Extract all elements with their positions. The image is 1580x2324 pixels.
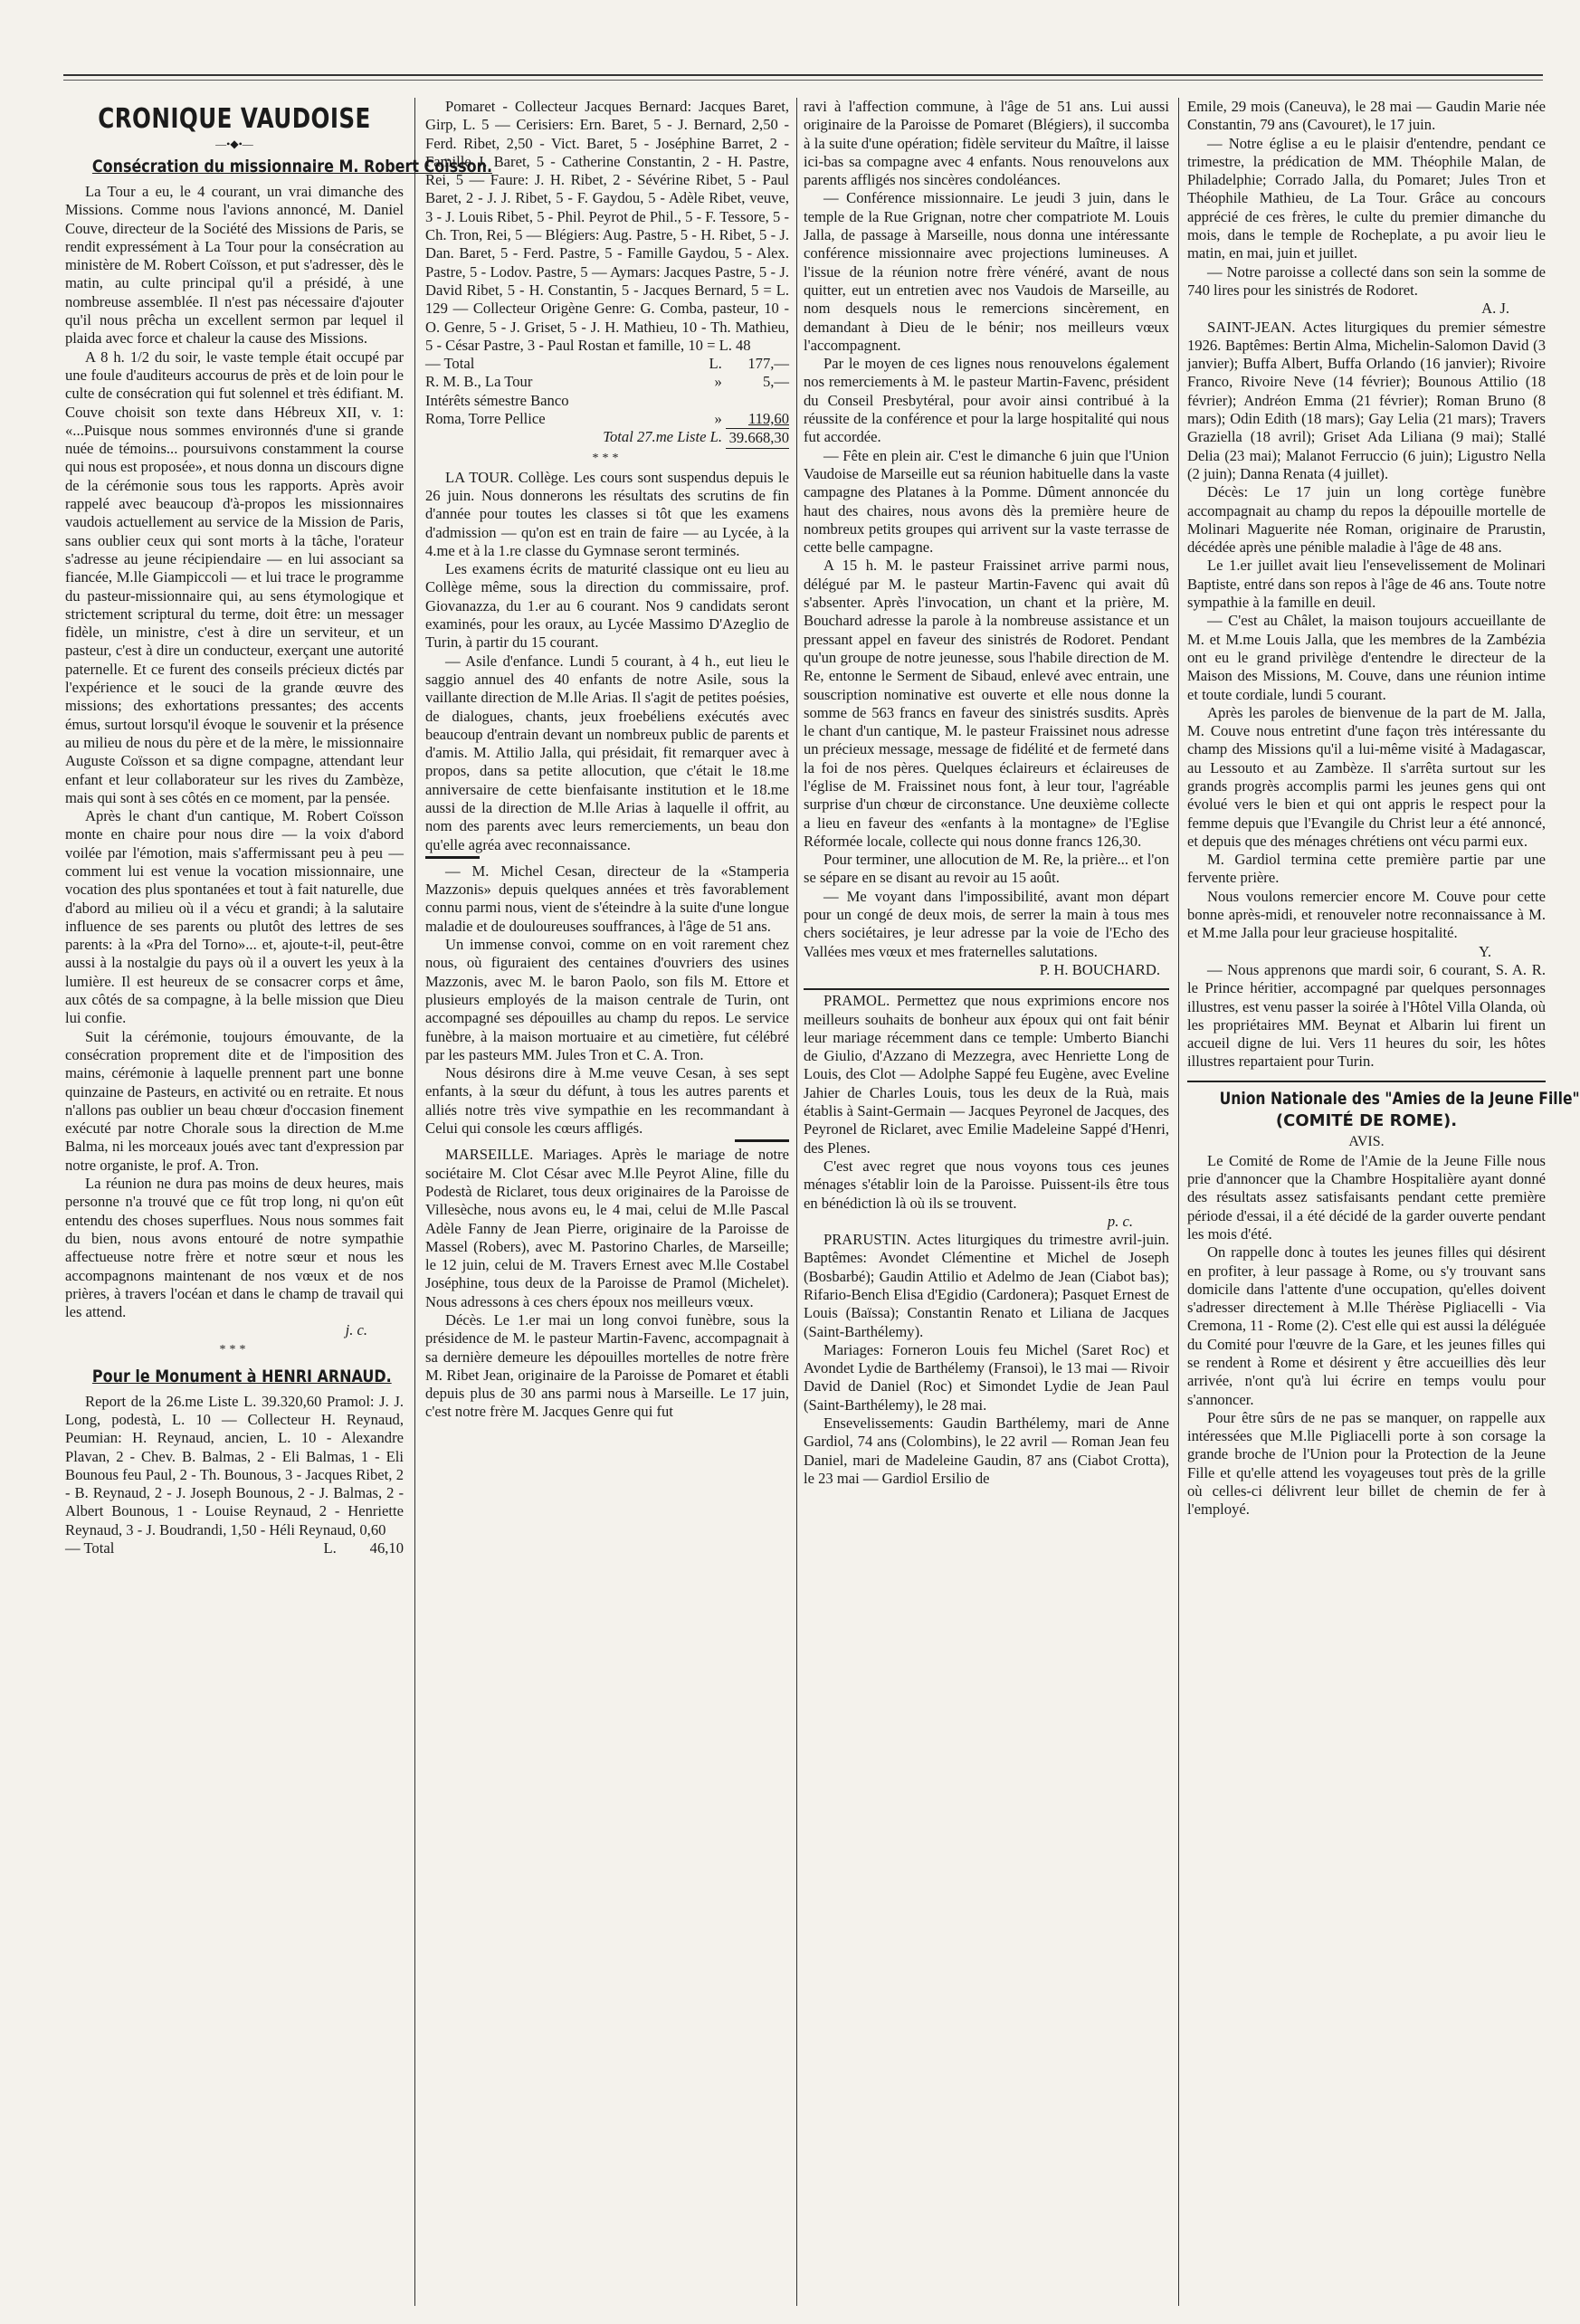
article-signature: p. c. [1107,1212,1133,1230]
column-4 [1187,98,1580,2306]
line-prefix: » [714,410,722,428]
line-label: Roma, Torre Pellice [425,410,546,428]
article-signature: A. J. [1481,300,1509,318]
line-amount: 177,— [747,355,789,373]
article-separator [1187,1081,1546,1082]
article-paragraph: Après le chant d'un cantique, M. Robert Coïsson monte en chaire pour nous dire — la voix d'abord voilée par l'émotion, mais s'affermissant peu à peu — comment lui est venue la vocation missionnaire, une vocation des plus spontanées et tout à fait naturelle, due d'abord au milieu où il a vécu et grandi; à la salutaire influence de ses parents ou plutôt des lettres de ses parents: à la «Pra del Torno»... et, ajoute-t-il, peut-être aussi à la nostalgie du pays où il a ouvert les yeux à la lumière. Il est heureux de se consacrer corps et âme, aux côtés de sa compagne, à la belle mission que Dieu lui confie. [65,807,404,1027]
line-amount: 119,60 [747,410,789,428]
article-paragraph: PRAMOL. Permettez que nous exprimions encore nos meilleurs souhaits de bonheur aux époux qui ont fait bénir leur mariage récemment dans ce temple: Umberto Bianchi de Giulio, d'Azzano di Mezzegra, avec Henriette Long de Louis, des Clot — Adolphe Sappé feu Eugène, avec Eveline Jahier de Charles Louis, tous les deux de la Ruà, mais établis à Saint-Germain — Jacques Peyronel de Jacques, des Peyronel de Riclaret, avec Emilie Madeleine Sappé d'Henri, des Plenes. [804,992,1169,1157]
article-title-consecration: Consécration du missionnaire M. Robert Coïsson. [91,157,493,176]
article-paragraph: — Fête en plein air. C'est le dimanche 6 juin que l'Union Vaudoise de Marseille eut sa réunion habituelle dans la vaste campagne des Platanes à la Pomme. Dûment annoncée du haut des chaires, nous avons dès la première heure de nombreux petits groupes qui arrivent sur la vaste terrasse de cette belle campagne. [804,446,1169,557]
article-paragraph: Nous voulons remercier encore M. Couve pour cette bonne après-midi, et renouveler notre reconnaissance à M. et M.me Jalla pour leur gracieuse hospitalité. [1187,887,1546,942]
article-paragraph: Pour terminer, une allocution de M. Re, la prière... et l'on se sépare en se disant au revoir au 15 août. [804,851,1169,887]
notice-paragraph: Le Comité de Rome de l'Amie de la Jeune Fille nous prie d'annoncer que la Chambre Hospitalière ayant donné des résultats assez satisfaisants pendant cette première période d'essai, il a été décidé de la garder ouverte pendant les mois d'été. [1187,1151,1546,1243]
total-prefix: L. [323,1539,337,1557]
article-paragraph: — Conférence missionnaire. Le jeudi 3 juin, dans le temple de la Rue Grignan, notre cher compatriote M. Louis Jalla, de passage à Marseille, nous donna une intéressante conférence missionnaire avec projections lumineuses. A l'issue de la réunion notre frère vénéré, avant de nous quitter, eut un entretien avec nos Vaudois de Marseille, au nom desquels nous le remercions sincèrement, en demandant à Dieu de le bénir; nos meilleurs vœux l'accompagnent. [804,189,1169,354]
article-paragraph: ravi à l'affection commune, à l'âge de 51 ans. Lui aussi originaire de la Paroisse de Pomaret (Blégiers), il succomba à la suite d'une opération; fidèle serviteur du Maître, il laisse ici-bas sa compagne avec 4 enfants. Nous renouvelons aux parents affligés nos sincères condoléances. [804,98,1169,189]
article-paragraph: PRARUSTIN. Actes liturgiques du trimestre avril-juin. Baptêmes: Avondet Clémentine et Michel de Joseph (Bosbarbé); Gaudin Attilio et Adelmo de Jean (Ciabot bas); Rifario-Bench Elisa d'Egidio (Cardonera); Pasquet Ernest de Louis (Baïssa); Constantin Renato et Liliana de Jacques (Saint-Barthélemy). [804,1231,1169,1340]
title-ornament: —•◆•— [215,138,253,150]
line-amount: 5,— [762,373,789,391]
notice-subtitle: (COMITÉ DE ROME). [1275,1110,1458,1130]
article-paragraph: Pomaret - Collecteur Jacques Bernard: Jacques Baret, Girp, L. 5 — Cerisiers: Ern. Baret, 5 - J. Bernard, 2,50 - Ferd. Ribet, 2,50 - Vict. Baret, 5 - Joséphine Barret, 2 - Famille J. Baret, 5 - Catherine Constantin, 2 - H. Pastre, Rei, 5 — Faure: J. H. Ribet, 2 - Sévérine Ribet, 5 - Paul Baret, 2 - J. J. Ribet, 5 - F. Gaydou, 5 - Adèle Ribet, veuve, 3 - J. Louis Ribet, 5 - Phil. Peyrot de Phil., 5 - F. Tessore, 5 - Ch. Tron, Rei, 5 — Blégiers: Aug. Pastre, 5 - H. Ribet, 5 - J. Dan. Baret, 5 - Ferd. Pastre, 5 - Famille Gaydou, 5 - Alex. Pastre, 5 - Lodov. Pastre, 5 — Aymars: Jacques Pastre, 5 - J. David Ribet, 5 - H. Constantin, 5 - Jacques Bernard, 5 = L. 129 — Collecteur Origène Genre: G. Comba, pasteur, 10 - O. Genre, 5 - J. Griset, 5 - J. H. Mathieu, 10 - Th. Mathieu, 5 - César Pastre, 3 - Paul Rostan et famille, 10 = L. 48 [425,98,789,354]
article-paragraph: Nous désirons dire à M.me veuve Cesan, à ses sept enfants, à la sœur du défunt, à tous les autres parents et alliés notre très vive sympathie en les recommandant à Celui qui console les cœurs affligés. [425,1064,789,1138]
article-paragraph: C'est avec regret que nous voyons tous ces jeunes ménages s'établir loin de la Paroisse. Puissent-ils être tous en bénédiction là où ils se trouvent. [804,1157,1169,1212]
line-label: — Total [425,355,475,373]
section-divider-stars: *** [592,451,623,465]
subscription-line [425,410,789,428]
notice-avis: AVIS. [1348,1133,1385,1149]
column-2 [425,98,789,2306]
article-paragraph: Un immense convoi, comme on en voit rarement chez nous, où figuraient des centaines d'ouvriers des usines Mazzonis, avec M. le baron Paolo, son fils M. Ettore et plusieurs employés de la maison centrale de Turin, ont accompagné ses dépouilles au champ du repos. Le service funèbre, à la maison mortuaire et au cimetière, fut célébré par les pasteurs MM. Jules Tron et C. A. Tron. [425,936,789,1063]
article-paragraph: — M. Michel Cesan, directeur de la «Stamperia Mazzonis» depuis quelques années et très favorablement connu parmi nous, vient de s'éteindre à la suite d'une longue maladie et de douloureuses souffrances, à l'âge de 51 ans. [425,862,789,935]
article-signature: Y. [1479,942,1491,960]
line-prefix: » [714,373,722,391]
article-paragraph: — C'est au Châlet, la maison toujours accueillante de M. et M.me Louis Jalla, que les membres de la Zambézia ont eu le grand privilège d'entendre le directeur de la Maison des Missions, M. Couve, dans une réunion intime et toute cordiale, lundi 5 courant. [1187,612,1546,703]
total-label: — Total [65,1539,115,1557]
article-signature: j. c. [345,1321,367,1339]
article-paragraph: Report de la 26.me Liste L. 39.320,60 Pramol: J. J. Long, podestà, L. 10 — Collecteur H. Reynaud, Peumian: H. Reynaud, ancien, L. 10 - Alexandre Plavan, 2 - Chev. B. Balmas, 2 - Eli Balmas, 1 - Eli Bounous feu Paul, 2 - Th. Bounous, 3 - Jacques Ribet, 2 - B. Reynaud, 2 - J. Joseph Bounous, 2 - J. Balmas, 2 - Albert Bounous, 1 - Louise Reynaud, 2 - Henriette Reynaud, 3 - J. Boudrandi, 1,50 - Héli Reynaud, 0,60 [65,1392,404,1538]
article-paragraph: MARSEILLE. Mariages. Après le mariage de notre sociétaire M. Clot César avec M.lle Peyrot Aline, fille du Podestà de Riclaret, tous deux originaires de la Paroisse de Villesèche, nous avons eu, le 4 mai, celui de M.lle Pascal Adèle Fanny de Jean Pierre, originaire de la Paroisse de Massel (Robers), avec M. Pastorino Charles, de Marseille; le 12 juin, celui de M. Travers Ernest avec M.lle Costabel Joséphine, tous deux de la Paroisse de Pramol (Michelet). Nous adressons à ces chers époux nos meilleurs vœux. [425,1146,789,1310]
article-paragraph: Par le moyen de ces lignes nous renouvelons également nos remerciements à M. le pasteur Martin-Favenc, président du Conseil Presbytéral, pour avoir ainsi contribué à la réussite de la conférence et pour la large hospitalité qui nous fut accordée. [804,355,1169,446]
article-paragraph: — Notre paroisse a collecté dans son sein la somme de 740 lires pour les sinistrés de Rodoret. [1187,262,1546,299]
article-paragraph: Ensevelissements: Gaudin Barthélemy, mari de Anne Gardiol, 74 ans (Colombins), le 22 avril — Roman Jean feu Daniel, mari de Madeleine Gaudin, 87 ans (Ciabot Crotta), le 23 mai — Gardiol Ersilio de [804,1414,1169,1487]
article-title-monument: Pour le Monument à HENRI ARNAUD. [91,1366,392,1386]
article-paragraph: La réunion ne dura pas moins de deux heures, mais personne n'a trouvé que ce fût trop long, ni qu'on eût entendu des choses superflues. Nous nous sommes fait du bien, nous avons entouré de notre sympathie affectueuse notre frère et notre sœur et nous les accompagnons maintenant de nos vœux et de nos prières, à travers l'océan et dans le champ de travail qui les attend. [65,1175,404,1321]
article-paragraph: — Me voyant dans l'impossibilité, avant mon départ pour un congé de deux mois, de serrer la main à tous mes chers sociétaires, je leur adresse par la voie de l'Echo des Vallées mes vœux et mes fraternelles salutations. [804,887,1169,960]
article-paragraph: Décès. Le 1.er mai un long convoi funèbre, sous la présidence de M. le pasteur Martin-Favenc, accompagnait à sa dernière demeure les dépouilles mortelles de notre frère M. Ribet Jean, originaire de la Paroisse de Pomaret et établi depuis plus de 30 ans parmi nous à Marseille. Le 17 juin, c'est notre frère M. Jacques Genre qui fut [425,1311,789,1421]
article-paragraph: Suit la cérémonie, toujours émouvante, de la consécration proprement dite et de l'imposition des mains, cérémonie à laquelle prennent part une bonne quinzaine de Pasteurs, en activité ou en retraite. Et nous n'allons pas oublier un beau chœur d'occasion finement exécuté par notre Chorale sous la direction de M.me Balma, ni les morceaux joués avec tant d'expression par notre organiste, le prof. A. Tron. [65,1027,404,1174]
article-paragraph: — Asile d'enfance. Lundi 5 courant, à 4 h., eut lieu le saggio annuel des 40 enfants de notre Asile, sous la vaillante direction de M.lle Arias. Il s'agit de petites poésies, de dialogues, chants, jeux froebéliens exécutés avec beaucoup d'entrain devant un nombreux public de parents et d'amis. M. Attilio Jalla, qui présidait, fit remarquer avec à propos, dans sa petite allocution, que c'était le 18.me anniversaire de cette bienfaisante institution et le 18.me aussi de la direction de M.lle Arias à laquelle il offrit, au nom des parents avec leurs remerciements, un beau don qu'elle agréa avec reconnaissance. [425,652,789,853]
final-total-label: Total 27.me Liste L. [603,428,722,446]
article-separator [804,988,1169,990]
article-paragraph: M. Gardiol termina cette première partie par une fervente prière. [1187,851,1546,887]
article-signature: P. H. BOUCHARD. [1039,960,1160,978]
line-label: Intérêts sémestre Banco [425,391,569,409]
article-paragraph: Le 1.er juillet avait lieu l'ensevelissement de Molinari Baptiste, entré dans son repos à l'âge de 46 ans. Toute notre sympathie à la famille en deuil. [1187,557,1546,612]
article-paragraph: Emile, 29 mois (Caneuva), le 28 mai — Gaudin Marie née Constantin, 79 ans (Cavouret), le 17 juin. [1187,98,1546,134]
article-paragraph: SAINT-JEAN. Actes liturgiques du premier sémestre 1926. Baptêmes: Bertin Alma, Michelin-Salomon David (3 janvier); Buffa Albert, Buffa Orlando (16 janvier); Rivoire Franco, Rivoire Neve (14 février); Bounous Attilio (18 février); Andréon Emma (21 février); Roman Bruno (8 mars); Odin Edith (18 mars); Gay Lelia (21 mars); Travers Graziella (18 avril); Griset Ada Liliana (9 mai); Stallé Delia (23 mai); Malanot Ferruccio (6 juin); Ligustro Nella (2 juin); Danna Renata (4 juillet). [1187,318,1546,482]
article-paragraph: Après les paroles de bienvenue de la part de M. Jalla, M. Couve nous entretint d'une façon très intéressante du champ des Missions qu'il a lui-même visité à Madagascar, au Lessouto et au Zambèze. Il s'arrêta surtout sur les grands progrès accomplis parmi les jeunes gens qui ont évolué vers le bien et qui ont appris le respect pour la femme depuis que l'Evangile du Christ leur a été annoncé, et depuis que des ménages chrétiens ont vécu parmi eux. [1187,703,1546,850]
subscription-line [425,392,789,410]
line-prefix: L. [709,355,722,373]
header-rule [63,74,1543,76]
article-paragraph: — Notre église a eu le plaisir d'entendre, pendant ce trimestre, la prédication de MM. Théophile Malan, de Philadelphie; Corrado Jalla, du Pomaret; Jules Tron et Théophile Mathieu, de La Tour. Grâce au concours apprécié de ces frères, le culte du premier dimanche du mois, dans le temple de Rocheplate, a pu avoir lieu le matin, en mai, juin et juillet. [1187,134,1546,262]
article-paragraph: Décès: Le 17 juin un long cortège funèbre accompagnait au champ du repos la dépouille mortelle de Molinari Maguerite née Roman, originaire de Prarustin, décédée après une pénible maladie à l'âge de 48 ans. [1187,483,1546,557]
article-paragraph: Mariages: Forneron Louis feu Michel (Saret Roc) et Avondet Lydie de Barthélemy (Fransoi), le 13 mai — Rivoir David de Daniel (Roc) et Simondet Lydie de Jean Paul (Saint-Barthélemy), le 28 mai. [804,1340,1169,1414]
final-total-amount: 39.668,30 [726,428,789,448]
inline-rule [425,856,480,859]
subscription-total-line [65,1539,404,1557]
inline-rule [735,1139,789,1142]
notice-title: Union Nationale des "Amies de la Jeune Fille" [1219,1088,1580,1109]
article-paragraph: Les examens écrits de maturité classique ont eu lieu au Collège même, sous la direction du commissaire, prof. Giovanazza, du 1.er au 6 courant. Nos 9 candidats seront examinés, pour les oraux, au Lycée Massimo D'Azeglio de Turin, à partir du 15 courant. [425,560,789,652]
total-amount: 46,10 [369,1539,404,1557]
subscription-line [425,373,789,391]
final-total-line [425,428,789,448]
column-separator [1178,98,1179,2306]
notice-paragraph: On rappelle donc à toutes les jeunes filles qui désirent en profiter, à leur passage à Rome, ou s'y trouvant sans domicile dans l'attente d'une occupation, qu'elles doivent s'adresser directement à M.lle Thérèse Pigliacelli - Via Cremona, 11 - Rome (2). C'est elle qui est aussi la déléguée du Comité pour l'œuvre de la Gare, et les jeunes filles qui se rendent à Rome et désirent y être accueillies dès leur arrivée, n'ont qu'à lui écrire en temps voulu pour s'annoncer. [1187,1243,1546,1408]
column-3 [804,98,1169,2306]
article-paragraph: — Nous apprenons que mardi soir, 6 courant, S. A. R. le Prince héritier, accompagné par quelques personnages illustres, est venu passer la soirée à l'Hôtel Villa Olanda, où les propriétaires MM. Beynat et Albarin lui firent un accueil digne de lui. Vers 11 heures du soir, les hôtes illustres repartaient pour Turin. [1187,960,1546,1071]
header-rule-thin [63,80,1543,81]
section-title: CRONIQUE VAUDOISE [98,103,371,135]
column-separator [796,98,797,2306]
line-label: R. M. B., La Tour [425,373,533,391]
subscription-line [425,355,789,373]
section-divider-stars: *** [219,1342,250,1357]
article-paragraph: LA TOUR. Collège. Les cours sont suspendus depuis le 26 juin. Nous donnerons les résultats des scrutins de fin d'année pour toutes les classes si tôt que les examens d'admission — qu'on est en train de faire — au Lycée, à la 4.me et à la 1.re classe du Gymnase seront terminés. [425,468,789,559]
article-paragraph: La Tour a eu, le 4 courant, un vrai dimanche des Missions. Comme nous l'avions annoncé, M. Daniel Couve, directeur de la Société des Missions de Paris, se rendit expressément à La Tour pour la consécration au ministère de M. Robert Coïsson, et put s'adresser, dès le matin, au culte principal qu'il a présidé, à une nombreuse assemblée. Il n'est pas nécessaire d'ajouter qu'il nous prêcha un excellent sermon par lequel il plaida avec force et chaleur la cause des Missions. [65,183,404,348]
article-paragraph: A 8 h. 1/2 du soir, le vaste temple était occupé par une foule d'auditeurs accourus de près et de loin pour le culte de consécration qui fut solennel et très édifiant. M. Couve choisit son texte dans Hébreux XII, v. 1: «...Puisque nous sommes environnés d'une si grande nuée de témoins... poursuivons constamment la course qui nous est proposée», et nous donna un discours digne de la cérémonie sous tous les rapports. Après avoir rappelé avec beaucoup d'à-propos les missionnaires vaudois actuellement au service de la Mission de Paris, sans oublier ceux qui sont morts à la tâche, l'orateur s'adresse au jeune récipiendaire — en lui associant sa fiancée, M.lle Giampiccoli — et lui trace le programme du pasteur-missionnaire qui, au sens étymologique et strictement scriptural du terme, doit être: un messager fidèle, un ministre, c'est à dire un serviteur, et un pasteur, c'est à dire un conducteur, exerçant une autorité paternelle. Et ce furent des conseils précieux dictés par l'expérience et le souci de la grande œuvre des missions; des exhortations pressantes; des accents émus, surtout lorsqu'il évoque le souvenir et la présence au milieu de nous du père et de la mère, le missionnaire Auguste Coïsson et sa digne compagne, attendant leur enfant et leur collaborateur sur les rives du Zambèze, mais qui sont à ses côtés en ce moment, par la pensée. [65,348,404,806]
notice-paragraph: Pour être sûrs de ne pas se manquer, on rappelle aux intéressées que M.lle Pigliacelli porte à son corsage la grande broche de l'Union pour la Protection de la Jeune Fille et qu'elle attend les voyageuses tout près de la grille où celles-ci délivrent leur billet de chemin de fer à l'employé. [1187,1408,1546,1519]
column-separator [414,98,415,2306]
article-paragraph: A 15 h. M. le pasteur Fraissinet arrive parmi nous, délégué par M. le pasteur Martin-Favenc qui avait dû s'absenter. Après l'invocation, un chant et la prière, M. Bouchard adresse la parole à la nombreuse assistance et un pressant appel en faveur des sinistrés de Rodoret. Pendant qu'un groupe de notre jeunesse, sous l'habile direction de M. Re, entonne le Serment de Sibaud, enlevé avec entrain, une souscription nominative est ouverte et elle nous donne la somme de 563 francs en faveur des sinistrés susdits. Après le chant d'un cantique, M. le pasteur Fraissinet nous adresse un précieux message, message de fidélité et de fermeté dans la foi de nos pères. Quelques éclaireurs et éclaireuses de l'église de M. Fraissinet nous font, à leur tour, l'agréable surprise d'un chœur de circonstance. Une deuxième collecte a lieu en faveur des «enfants à la montagne» de l'Eglise Réformée locale, collecte qui nous donne francs 126,30. [804,557,1169,850]
